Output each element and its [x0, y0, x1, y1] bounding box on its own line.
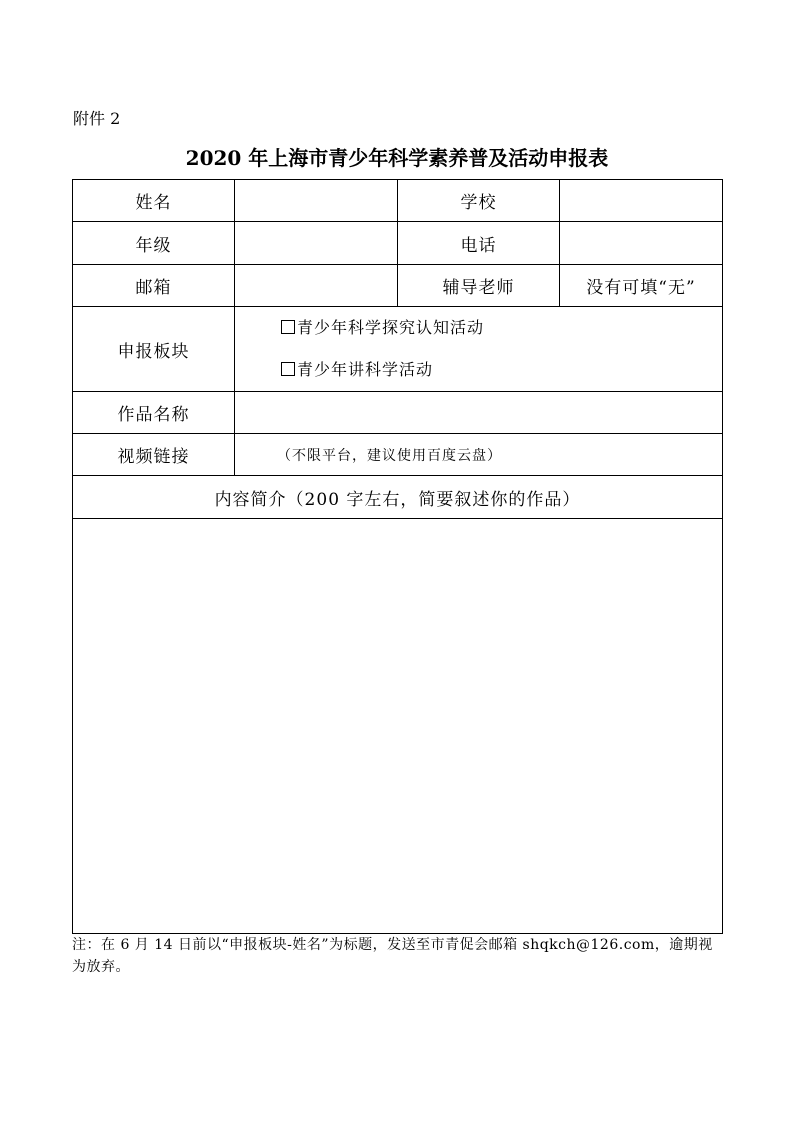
school-label: 学校 — [398, 180, 560, 222]
attachment-label: 附件 2 — [73, 109, 121, 128]
row-name-school — [73, 180, 723, 222]
video-link-field[interactable]: （不限平台，建议使用百度云盘） — [235, 434, 723, 476]
row-summary-header — [73, 476, 723, 519]
grade-field[interactable] — [235, 222, 398, 265]
row-summary-body — [73, 519, 723, 934]
email-field[interactable] — [235, 265, 398, 307]
name-field[interactable] — [235, 180, 398, 222]
category-option-label: 青少年讲科学活动 — [297, 360, 434, 379]
teacher-label: 辅导老师 — [398, 265, 560, 307]
name-label: 姓名 — [73, 180, 235, 222]
category-label: 申报板块 — [73, 307, 235, 392]
school-field[interactable] — [560, 180, 723, 222]
category-options — [235, 307, 723, 392]
grade-label: 年级 — [73, 222, 235, 265]
row-video-link — [73, 434, 723, 476]
phone-label: 电话 — [398, 222, 560, 265]
checkbox-icon[interactable] — [281, 362, 295, 376]
category-option-label: 青少年科学探究认知活动 — [297, 318, 485, 337]
checkbox-icon[interactable] — [281, 320, 295, 334]
email-label: 邮箱 — [73, 265, 235, 307]
row-work-name — [73, 392, 723, 434]
row-email-teacher — [73, 265, 723, 307]
category-option-inquiry[interactable] — [235, 307, 722, 349]
row-grade-phone — [73, 222, 723, 265]
application-form-table — [72, 179, 723, 934]
phone-field[interactable] — [560, 222, 723, 265]
row-category — [73, 307, 723, 392]
footer-note: 注：在 6 月 14 日前以“申报板块-姓名”为标题，发送至市青促会邮箱 shqkch@126.com，逾期视为放弃。 — [72, 937, 713, 975]
teacher-field[interactable]: 没有可填“无” — [560, 265, 723, 307]
work-name-label: 作品名称 — [73, 392, 235, 434]
summary-field[interactable] — [73, 519, 723, 934]
category-option-talk[interactable] — [235, 349, 722, 391]
video-link-label: 视频链接 — [73, 434, 235, 476]
summary-label: 内容简介（200 字左右，简要叙述你的作品） — [73, 476, 723, 519]
work-name-field[interactable] — [235, 392, 723, 434]
form-title: 2020 年上海市青少年科学素养普及活动申报表 — [185, 146, 609, 170]
